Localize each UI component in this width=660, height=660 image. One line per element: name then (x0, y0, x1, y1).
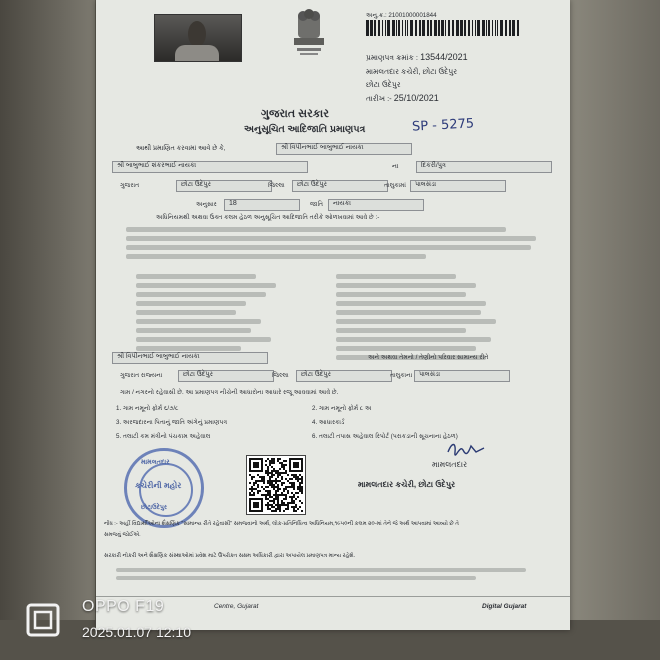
taluka-label: તાલુકામાં (384, 182, 407, 189)
community-label: જાતિ (310, 201, 324, 208)
document-item-6: 6. તલાટી તપાસ અહેવાલ રિપોર્ટ (પરાકડાની સૂચનાના હેઠળ) (312, 433, 458, 440)
community: નાયકા (328, 199, 424, 211)
document-item-3: 3. અરજદારના પિતાનું જાતિ અંગેનું પ્રમાણપત્ર (116, 419, 228, 426)
signature-mark (446, 440, 486, 458)
background-left (0, 0, 95, 660)
age-label: અનુસાર (196, 201, 217, 208)
date-label: તારીખ :- (366, 94, 392, 103)
certificate-document (96, 0, 570, 630)
certificate-date: 25/10/2021 (393, 93, 439, 103)
family-residence-label: અને અથવા તેમનો / તેણીનો પરિવાર સામાન્ય રીતે (368, 354, 489, 361)
handwritten-reference: SP - 5275 (411, 116, 475, 135)
applicant-photo (154, 14, 242, 62)
seal-line-1: મામલતદાર (141, 459, 170, 466)
qr-code (246, 455, 306, 515)
schedule-intro: અધિનિયમથી અથવા ઉક્ત કલમ હેઠળ અનુસૂચિત આદિજાતિ તરીકે ઓળખવામાં આવે છે :- (156, 214, 380, 221)
age: 18 (224, 199, 300, 211)
intro-text: આથી પ્રમાણિત કરવામાં આવે છે કે, (136, 145, 226, 152)
district-2: છોટા ઉદેપુર (296, 370, 392, 382)
village: પાલસંડા (410, 180, 506, 192)
certificate-number-row (366, 52, 468, 63)
barcode (366, 20, 522, 36)
document-item-5: 5. તલાટી કમ મંત્રીનો પંચકામ અહેવાલ (116, 433, 211, 440)
certificate-title: અનુસૂચિત આદિજાતિ પ્રમાણપત્ર (244, 124, 366, 135)
certificate-number: 13544/2021 (420, 52, 468, 62)
village-2: પાલસંડા (414, 370, 510, 382)
document-item-1: 1. ગામ નમૂનો ફોર્મ ૬/૭/૮ (116, 405, 179, 412)
government-title: ગુજરાત સરકાર (261, 108, 329, 120)
applicant-name-repeat: શ્રી વિપીનભાઈ બાબુભાઈ નાયકા (112, 352, 268, 364)
applicant-name: શ્રી વિપીનભાઈ બાબુભાઈ નાયકા (276, 143, 412, 155)
taluka-2: છોટા ઉદેપુર (178, 370, 274, 382)
footer-note-2: સમજવું જોઈએ. (104, 532, 141, 538)
note-line: ગામ / નગરનો રહેવાસી છે. આ પ્રમાણપત્ર નીચેની આધારોના આધારે રજૂ આવવામાં આવે છે. (120, 389, 339, 396)
seal-line-2: કચેરીની મહોર (135, 481, 182, 490)
district-label: જિલ્લા (268, 182, 285, 189)
camera-brand-icon (26, 603, 60, 637)
footer-divider (96, 596, 570, 597)
background-right (570, 0, 660, 660)
district-label-2: જિલ્લા (272, 372, 289, 379)
tribe-list-left (136, 270, 316, 360)
footer-digital-gujarat: Digital Gujarat (482, 603, 527, 610)
district: છોટા ઉદેપુર (292, 180, 388, 192)
seal-line-3: છોટાઉદેપુર (141, 505, 167, 511)
relation-label: ના (392, 163, 399, 170)
relation: દિકરી/પુત્ર (416, 161, 552, 173)
schedule-text-block (126, 225, 546, 265)
document-item-2: 2. ગામ નમૂનો ફોર્મ ૮ અ (312, 405, 372, 412)
office-seal (124, 448, 204, 528)
taluka: છોટા ઉદેપુર (176, 180, 272, 192)
taluka-label-2: તાલુકાના (390, 372, 413, 379)
tribe-list-right (336, 270, 536, 360)
serial-number: અનુ.ક્ર.: 21001000001844 (366, 12, 437, 19)
signatory-office: મામલતદાર કચેરી, છોટા ઉદેપુર (358, 480, 456, 489)
father-name: શ્રી બાબુભાઈ શંકરભાઈ નાયકા (112, 161, 308, 173)
state-emblem-icon (288, 6, 330, 58)
certificate-number-label: પ્રમાણપત્ર ક્રમાંક : (366, 53, 418, 62)
issuing-office: મામલતદાર કચેરી, છોટા ઉદેપુર (366, 67, 458, 76)
footer-note-3: સરકારી નોકરી અને શૈક્ષણિક સંસ્થાઓમાં પ્રવેશ માટે ઉપરોક્ત સક્ષમ અધિકારી દ્વારા અપાયેલ પ્રમાણપત્ર માન્ય રહેશે. (104, 553, 356, 559)
camera-device-name: OPPO F19 (82, 598, 165, 615)
office-location: છોટા ઉદેપુર (366, 80, 401, 89)
footer-text-block (116, 566, 536, 580)
camera-timestamp: 2025.01.07 12:10 (82, 624, 191, 640)
document-item-4: 4. આધારકાર્ડ (312, 419, 345, 426)
footer-centre: Centre, Gujarat (214, 603, 259, 610)
state-label: ગુજરાત (120, 182, 140, 189)
date-row (366, 93, 439, 104)
footer-note-1: નોંધ :- અહીં વિદ્યાર્થીઓના શૈક્ષણિક "સામાન્ય રીતે રહેવાસી" સમજવાનો અર્થ, લોક-પ્રતિનિધિત્વ અધિનિયમ,૧૯૫૦ની કલમ ૨૦-માં તેને જે અર્થ આપવામાં આવ્યો છે તે (104, 521, 459, 527)
signatory-title: મામલતદાર (432, 460, 468, 469)
state-label-2: ગુજરાત રાજ્યના (120, 372, 163, 379)
